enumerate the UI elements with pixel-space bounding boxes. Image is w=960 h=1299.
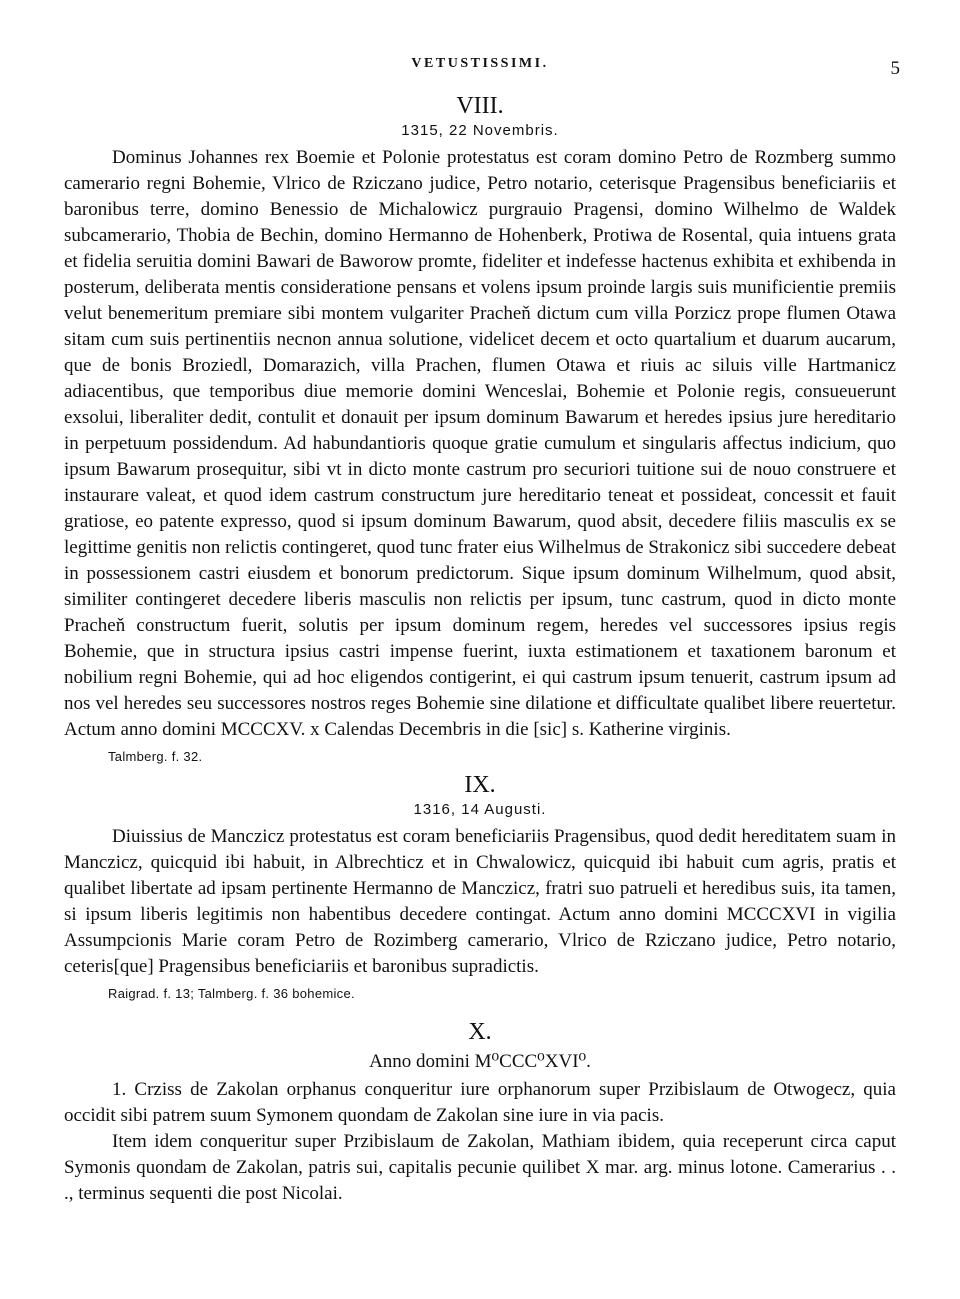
section-numeral: X. [468, 1019, 492, 1045]
section-date: 1315, 22 Novembris. [401, 122, 559, 139]
section-viii [64, 92, 896, 767]
source-reference: Talmberg. f. 32. [108, 749, 203, 764]
section-numeral: IX. [464, 772, 496, 798]
section-body: Dominus Johannes rex Boemie et Polonie protestatus est coram domino Petro de Rozmberg summo camerario regni Bohemie, Vlrico de Rziczano judice, Petro notario, ceterisque Pragensibus beneficiariis et baronibus terre, domino Benessio de Michalowicz purgrauio Pragensi, domino Wilhelmo de Waldek subcamerario, Thobia de Bechin, domino Hermanno de Hohenberk, Protiwa de Rosental, quia intuens grata et fidelia seruitia domini Bawari de Baworow promte, fideliter et indefesse hactenus exhibita et exhibenda in posterum, deliberata mentis consideratione pensans et volens ipsum proinde largis suis munificientie premiis velut benemeritum premiare sibi montem vulgariter Pracheň dictum cum villa Porzicz prope flumen Otawa sitam cum suis pertinentiis necnon annua solutione, videlicet decem et octo quartalium et duarum aucarum, que de bonis Broziedl, Domarazich, villa Prachen, flumen Otawa et riuis ac siluis ville Hartmanicz adiacentibus, que temporibus diue memorie domini Wenceslai, Bohemie et Polonie regis, consueuerunt exsolui, liberaliter dedit, contulit et donauit per ipsum dominum Bawarum et heredes ipsius jure hereditario in perpetuum possidendum. Ad habundantioris quoque gratie cumulum et singularis affectus indicium, quo ipsum Bawarum prosequitur, sibi vt in dicto monte castrum pro securiori tuitione sui de nouo construere et instaurare valeat, et quod idem castrum constructum jure hereditario teneat et possideat, concessit et fauit gratiose, eo patente expresso, quod si ipsum dominum Bawarum, quod absit, decedere filiis masculis ex se legittime genitis non relictis contingeret, quod tunc frater eius Wilhelmus de Strakonicz sibi succedere debeat in possessionem castri eiusdem et bonorum predictorum. Sique ipsum dominum Wilhelmum, quod absit, similiter contingeret decedere liberis masculis non relictis per ipsum, tunc castrum, quod in dicto monte Pracheň constructum fuerit, solutis per ipsum dominum regem, heredes vel successores ipsius regis Bohemie, que in structura ipsius castri impense fuerint, iuxta estimationem et taxationem baronum et nobilium regni Bohemie, qui ad hoc eligendos contigerint, ei qui castrum ipsum tenuerit, castrum ipsum ad nos vel heredes seu successores nostros reges Bohemie sine dilatione et difficultate qualibet libere reuertetur. Actum anno domini MCCCXV. x Calendas Decembris in die [sic] s. Katherine virginis. [64, 147, 896, 740]
source-reference: Raigrad. f. 13; Talmberg. f. 36 bohemice. [108, 986, 355, 1001]
section-ix [64, 771, 896, 1004]
section-paragraph: 1. Crziss de Zakolan orphanus conqueritur iure orphanorum super Przibislaum de Otwogecz, quia occidit sibi patrem suum Symonem quondam de Zakolan sine iure in via pacis. [64, 1079, 896, 1126]
section-numeral: VIII. [456, 93, 504, 119]
document-page [64, 56, 900, 1207]
running-title: VETUSTISSIMI. [411, 56, 549, 71]
section-body: Diuissius de Manczicz protestatus est coram beneficiariis Pragensibus, quod dedit hereditatem suam in Manczicz, quicquid ibi habuit, in Albrechticz et in Chwalowicz, quicquid ibi habuit cum agris, pratis et qualibet libertate ad ipsam pertinente Hermanno de Manczicz, fratri suo patrueli et heredibus suis, ita tamen, si ipsum liberis legitimis non habentibus decedere contingat. Actum anno domini MCCCXVI in vigilia Assumpcionis Marie coram Petro de Rozimberg camerario, Vlrico de Rziczano judice, Petro notario, ceteris[que] Pragensibus beneficiariis et baronibus supradictis. [64, 826, 896, 977]
section-date: 1316, 14 Augusti. [413, 801, 547, 818]
section-paragraph: Item idem conqueritur super Przibislaum de Zakolan, Mathiam ibidem, quia receperunt circa caput Symonis quondam de Zakolan, patris sui, capitalis pecunie quilibet X mar. arg. minus lotone. Camerarius . . ., terminus sequenti die post Nicolai. [64, 1131, 896, 1204]
section-date: Anno domini M⁰CCC⁰XVI⁰. [369, 1051, 591, 1072]
running-header [64, 56, 900, 80]
section-x [64, 1018, 896, 1207]
page-number: 5 [890, 58, 900, 79]
